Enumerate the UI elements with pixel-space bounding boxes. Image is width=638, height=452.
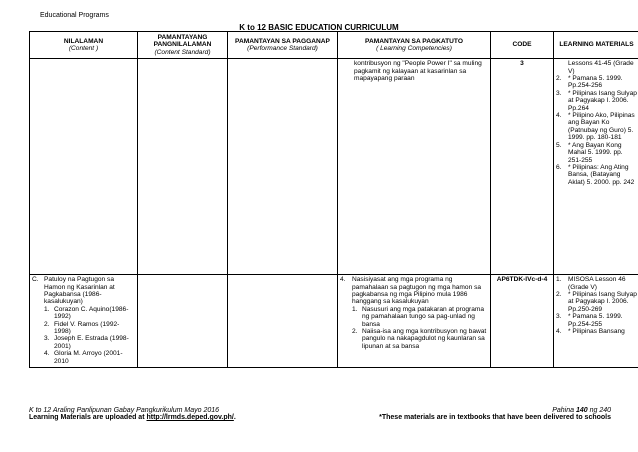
list-item: 4. * Pilipinas Bansang [556, 328, 625, 336]
curriculum-table [29, 31, 638, 368]
lrmds-link[interactable]: http://lrmds.deped.gov.ph/ [146, 414, 234, 421]
content-standard-cell [138, 275, 228, 368]
list-item: 3. Joseph E. Estrada (1998-2001) [44, 335, 129, 350]
materials-cell [554, 59, 638, 275]
performance-standard-cell [228, 59, 338, 275]
page-title: K to 12 BASIC EDUCATION CURRICULUM [239, 23, 399, 32]
code-cell: 3 [491, 59, 554, 275]
content-cell [30, 59, 138, 275]
list-item: 1. MISOSA Lesson 46 (Grade V) [556, 276, 626, 291]
col-header-content: NILALAMAN (Content ) [30, 32, 138, 59]
footer-right: Pahina 140 ng 240 *These materials are in textbooks that have been delivered to schools [379, 407, 611, 421]
list-item: 5. * Ang Bayan Kong Mahal 5. 1999. pp. 251-255 [556, 141, 623, 164]
list-item: 1. Corazon C. Aquino(1986-1992) [44, 305, 129, 321]
col-header-learning-competencies: PAMANTAYAN SA PAGKATUTO ( Learning Competencies) [338, 32, 491, 59]
list-item: 2. * Pamana 5. 1999. Pp.254-256 [556, 75, 623, 90]
content-cell: C. Patuloy na Pagtugon sa Hamon ng Kasarinlan at Pagkabansa (1986-kasalukuyan) 1. Corazon C. Aquino(1986-1992) 2. Fidel V. Ramos (1992-1998) 3. Joseph E. Estrada (1998-2001) 4. Gloria M. Arroyo (2001-2010 [30, 275, 138, 368]
list-item: 2. Fidel V. Ramos (1992-1998) [44, 320, 120, 336]
col-header-content-standard: PAMANTAYANG PANGNILALAMAN (Content Standard) [138, 32, 228, 59]
list-item: 3. * Pilipinas Isang Sulyap at Pagyakap I. 2006. Pp.264 [556, 89, 637, 112]
footer-upload-note: Learning Materials are uploaded at [29, 414, 147, 421]
materials-cell [554, 275, 638, 368]
footer-doc-title: K to 12 Araling Panlipunan Gabay Pangkurikulum Mayo 2016 [29, 407, 220, 414]
list-item: 2. * Pilipinas Isang Sulyap at Pagyakap I. 2006. Pp.250-269 [556, 291, 637, 313]
list-item: 4. Gloria M. Arroyo (2001-2010 [44, 350, 123, 365]
table-row [30, 59, 638, 275]
list-item: 4. * Pilipino Ako, Pilipinas ang Bayan Ko (Patnubay ng Guro) 5. 1999. pp. 180-181 [556, 112, 635, 142]
col-header-code: CODE [491, 32, 554, 59]
content-standard-cell [138, 59, 228, 275]
table-row [30, 275, 638, 368]
page-number: 140 [575, 407, 588, 414]
list-item: Lessons 41-45 (Grade V) [568, 60, 634, 75]
table-header-row [30, 32, 638, 59]
col-header-performance-standard: PAMANTAYAN SA PAGGANAP (Performance Standard) [228, 32, 338, 59]
competency-cell: kontribusyon ng "People Power I" sa muling pagkamit ng kalayaan at kasarinlan sa mapayapang paraan [338, 59, 491, 275]
list-item: 2. Naiisa-isa ang mga kontribusyon ng bawat pangulo na nakapagdulot ng kaunlaran sa lipunan at sa bansa [352, 328, 487, 350]
col-header-learning-materials: LEARNING MATERIALS [554, 32, 638, 59]
list-item: 6. * Pilipinas: Ang Ating Bansa, (Batayang Aklat) 5. 2000. pp. 242 [556, 163, 635, 186]
competency-cell: 4. Nasisiyasat ang mga programa ng pamahalaan sa pagtugon ng mga hamon sa pagkabansa ng mga Pilipino mula 1986 hanggang sa kasalukuyan 1. Nasusuri ang mga patakaran at programa ng pamahalaan tungo sa pag-unlad ng bansa 2. Naiisa-isa ang mga kontribusyon ng bawat pangulo na nakapagdulot ng kaunlaran sa lipunan at sa bansa [338, 275, 491, 368]
list-item: 3. * Pamana 5. 1999. Pp.254-255 [556, 313, 623, 328]
header-note: Educational Programs [40, 12, 109, 19]
footer-materials-note: *These materials are in textbooks that have been delivered to schools [379, 414, 611, 421]
performance-standard-cell [228, 275, 338, 368]
footer-left: K to 12 Araling Panlipunan Gabay Pangkurikulum Mayo 2016 Learning Materials are uploaded at http://lrmds.deped.gov.ph/. [29, 407, 236, 421]
code-cell: AP6TDK-IVc-d-4 [491, 275, 554, 368]
list-item: 1. Nasusuri ang mga patakaran at programa ng pamahalaan tungo sa pag-unlad ng bansa [352, 305, 485, 328]
